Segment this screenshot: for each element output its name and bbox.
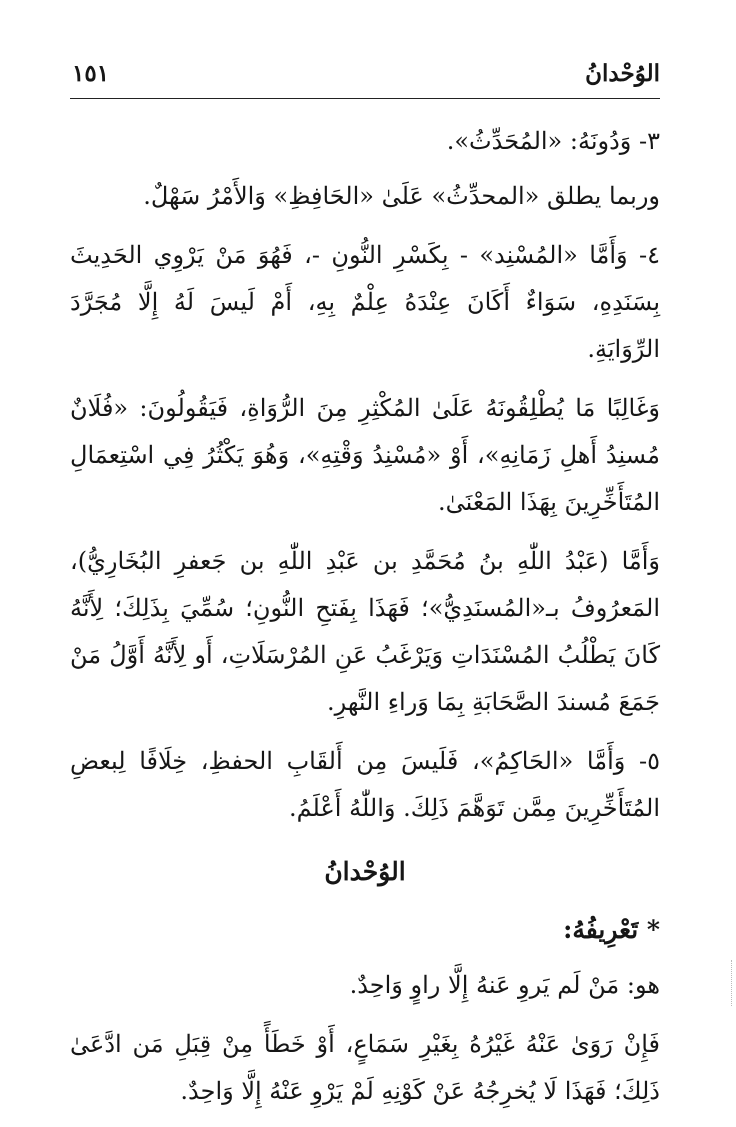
running-title: الوُحْدانُ [585,60,660,87]
page-number: ١٥١ [72,60,110,87]
subheading-label: تَعْرِيفُهُ: [563,915,639,944]
subheading-definition [70,908,660,952]
asterisk-icon: * [646,915,660,944]
paragraph-note: وربما يطلق «المحدِّثُ» عَلَىٰ «الحَافِظِ» وَالأَمْرُ سَهْلٌ. [143,182,660,210]
scan-margin-mark [729,960,732,1006]
paragraph-item-5: ٥- وَأَمَّا «الحَاكِمُ»، فَلَيسَ مِن أَلقَابِ الحفظِ، خِلَافًا لِبعضِ المُتَأَخِّرِينَ مِمَّن تَوَهَّمَ ذَلِكَ. وَاللّٰهُ أَعْلَمُ. [70,747,660,822]
definition-line: هو: مَنْ لَم يَروِ عَنهُ إِلَّا راوٍ وَاحِدٌ. [349,971,660,999]
page-body [70,118,660,1127]
paragraph-item-4: ٤- وَأَمَّا «المُسْنِد» - بِكَسْرِ النُّونِ -، فَهُوَ مَنْ يَرْوِي الحَدِيثَ بِسَنَدِهِ، سَوَاءٌ أَكَانَ عِنْدَهُ عِلْمٌ بِهِ، أَمْ لَيسَ لَهُ إِلَّا مُجَرَّدَ الرِّوَايَةِ. [70,241,660,363]
definition-note: فَإِنْ رَوَىٰ عَنْهُ غَيْرُهُ بِغَيْرِ سَمَاعٍ، أَوْ خَطَأً مِنْ قِبَلِ مَن ادَّعَىٰ ذَلِكَ؛ فَهَذَا لَا يُخرِجُهُ عَنْ كَوْنِهِ لَمْ يَرْوِ عَنْهُ إِلَّا وَاحِدٌ. [70,1030,660,1105]
section-title: الوُحْدانُ [324,857,406,886]
header-rule [70,98,660,99]
paragraph-musnadi: وَأَمَّا (عَبْدُ اللّٰهِ بنُ مُحَمَّدِ بن عَبْدِ اللّٰهِ بن جَعفرِ البُخَارِيُّ)، المَعرُوفُ بـ«المُسنَدِيُّ»؛ فَهَذَا بِفَتحِ النُّونِ؛ سُمِّيَ بِذَلِكَ؛ لِأَنَّهُ كَانَ يَطْلُبُ المُسْنَدَاتِ وَيَرْغَبُ عَنِ المُرْسَلَاتِ، أَو لِأَنَّهُ أَوَّلُ مَنْ جَمَعَ مُسندَ الصَّحَابَةِ بِمَا وَراءِ النَّهرِ. [70,547,660,716]
paragraph-usage: وَغَالِبًا مَا يُطْلِقُونَهُ عَلَىٰ المُكْثِرِ مِنَ الرُّوَاةِ، فَيَقُولُونَ: «فُلَانٌ مُسنِدُ أَهلِ زَمَانِهِ»، أَوْ «مُسْنِدُ وَقْتِهِ»، وَهُوَ يَكْثُرُ فِي اسْتِعمَالِ المُتَأَخِّرِينَ بِهَذَا المَعْنَىٰ. [70,394,660,516]
paragraph-item-3: ٣- وَدُونَهُ: «المُحَدِّثُ». [446,127,660,155]
page-header [70,58,660,98]
